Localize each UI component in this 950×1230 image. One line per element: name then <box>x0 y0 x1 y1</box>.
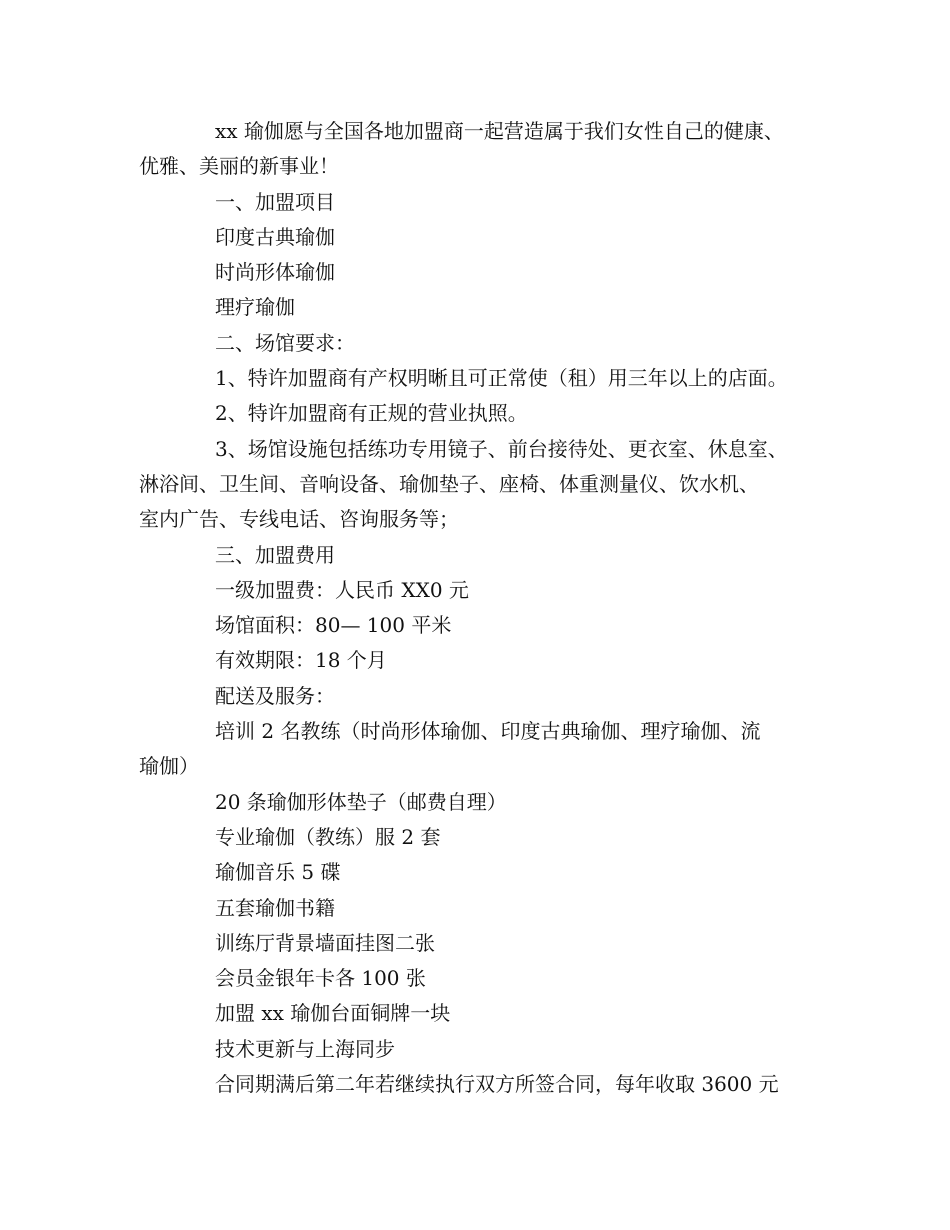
service-item-line-1: 培训 2 名教练（时尚形体瑜伽、印度古典瑜伽、理疗瑜伽、流 <box>215 719 761 744</box>
service-item: 会员金银年卡各 100 张 <box>215 966 426 991</box>
service-item: 瑜伽音乐 5 碟 <box>215 860 341 885</box>
requirement-item-line-1: 3、场馆设施包括练功专用镜子、前台接待处、更衣室、休息室、 <box>215 436 788 461</box>
document-body <box>139 114 829 1102</box>
project-item: 时尚形体瑜伽 <box>215 260 335 285</box>
fee-item: 一级加盟费：人民币 XX0 元 <box>215 577 469 602</box>
project-item: 理疗瑜伽 <box>215 295 295 320</box>
section-heading-franchise-projects: 一、加盟项目 <box>215 189 335 214</box>
fee-item: 有效期限：18 个月 <box>215 648 387 673</box>
service-item: 专业瑜伽（教练）服 2 套 <box>215 824 441 849</box>
project-item: 印度古典瑜伽 <box>215 224 335 249</box>
service-item: 五套瑜伽书籍 <box>215 895 335 920</box>
intro-paragraph-line-1: xx 瑜伽愿与全国各地加盟商一起营造属于我们女性自己的健康、 <box>215 119 784 143</box>
service-heading: 配送及服务： <box>215 683 335 708</box>
intro-paragraph-line-2: 优雅、美丽的新事业！ <box>139 154 339 179</box>
service-item-line-2: 瑜伽） <box>139 754 199 779</box>
service-item: 20 条瑜伽形体垫子（邮费自理） <box>215 789 507 814</box>
requirement-item-line-3: 室内广告、专线电话、咨询服务等； <box>139 507 459 532</box>
service-item: 加盟 xx 瑜伽台面铜牌一块 <box>215 1001 451 1026</box>
contract-renewal-line: 合同期满后第二年若继续执行双方所签合同，每年收取 3600 元 <box>215 1072 779 1097</box>
requirement-item: 2、特许加盟商有正规的营业执照。 <box>215 401 528 426</box>
fee-item: 场馆面积：80— 100 平米 <box>215 613 452 638</box>
service-item: 训练厅背景墙面挂图二张 <box>215 930 435 955</box>
requirement-item-line-2: 淋浴间、卫生间、音响设备、瑜伽垫子、座椅、体重测量仪、饮水机、 <box>139 471 759 496</box>
section-heading-venue-requirements: 二、场馆要求： <box>215 330 355 355</box>
requirement-item: 1、特许加盟商有产权明晰且可正常使（租）用三年以上的店面。 <box>215 366 788 391</box>
section-heading-franchise-fees: 三、加盟费用 <box>215 542 335 567</box>
service-item: 技术更新与上海同步 <box>215 1036 395 1061</box>
